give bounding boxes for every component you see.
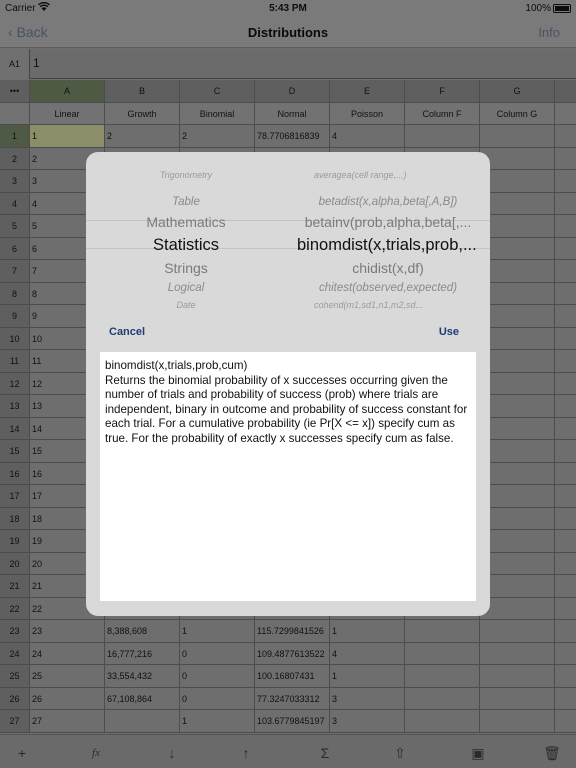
row-header[interactable]: 16 [0, 463, 30, 486]
cell-reference: A1 [0, 49, 30, 79]
table-cell[interactable] [555, 485, 576, 508]
table-cell[interactable]: 21 [30, 575, 105, 598]
table-cell[interactable]: 8 [30, 283, 105, 306]
row-header[interactable]: 1 [0, 125, 30, 148]
row-header[interactable]: 21 [0, 575, 30, 598]
cancel-button[interactable]: Cancel [109, 326, 146, 338]
table-cell[interactable]: 100.16807431 [255, 665, 330, 688]
sum-icon[interactable]: Σ [320, 745, 330, 761]
table-cell[interactable]: 3 [330, 688, 405, 711]
table-cell[interactable]: 3 [330, 710, 405, 733]
table-cell[interactable] [555, 170, 576, 193]
table-cell[interactable]: 3 [30, 170, 105, 193]
function-option[interactable]: chitest(observed,expected) [318, 282, 458, 294]
table-cell[interactable]: 4 [330, 125, 405, 148]
table-cell[interactable] [555, 620, 576, 643]
table-row [0, 620, 576, 643]
table-cell[interactable]: 2 [105, 125, 180, 148]
table-cell[interactable] [480, 688, 555, 711]
table-cell[interactable]: 27 [30, 710, 105, 733]
table-cell[interactable] [555, 328, 576, 351]
table-cell[interactable] [480, 260, 555, 283]
table-cell[interactable] [480, 373, 555, 396]
function-option[interactable]: cohend(m1,sd1,n1,m2,sd... [314, 300, 424, 310]
column-header-a[interactable]: A [30, 80, 105, 103]
column-header-d[interactable]: D [255, 80, 330, 103]
table-cell[interactable] [480, 508, 555, 531]
table-cell[interactable] [480, 598, 555, 621]
row-header[interactable]: 10 [0, 328, 30, 351]
table-cell[interactable] [555, 710, 576, 733]
table-cell[interactable] [555, 553, 576, 576]
row-header[interactable]: 12 [0, 373, 30, 396]
table-cell[interactable]: 67,108,864 [105, 688, 180, 711]
table-cell[interactable] [405, 620, 480, 643]
row-header[interactable]: 18 [0, 508, 30, 531]
function-option[interactable]: betadist(x,alpha,beta[,A,B]) [318, 196, 458, 208]
table-cell[interactable] [555, 238, 576, 261]
table-cell[interactable]: 4 [30, 193, 105, 216]
page-title: Distributions [247, 25, 329, 40]
info-button[interactable]: Info [538, 25, 560, 40]
row-header[interactable]: 24 [0, 643, 30, 666]
row-header[interactable]: 20 [0, 553, 30, 576]
table-cell[interactable] [480, 710, 555, 733]
table-cell[interactable] [555, 688, 576, 711]
table-cell[interactable]: 1 [180, 620, 255, 643]
table-cell[interactable] [105, 710, 180, 733]
column-name-7: Column G [480, 103, 555, 126]
table-cell[interactable]: 10 [30, 328, 105, 351]
column-name-1: Linear [30, 103, 105, 126]
table-cell[interactable]: 0 [180, 643, 255, 666]
table-cell[interactable]: 12 [30, 373, 105, 396]
function-description [100, 352, 476, 601]
formula-input[interactable]: 1 [33, 56, 40, 70]
table-cell[interactable] [480, 193, 555, 216]
table-cell[interactable] [480, 125, 555, 148]
table-cell[interactable] [555, 193, 576, 216]
table-cell[interactable]: 17 [30, 485, 105, 508]
table-cell[interactable]: 78.7706816839 [255, 125, 330, 148]
column-header-b[interactable]: B [105, 80, 180, 103]
function-picker-wheel[interactable] [86, 166, 490, 310]
table-cell[interactable]: 0 [180, 688, 255, 711]
carrier-label: Carrier [5, 3, 36, 14]
table-cell[interactable] [555, 665, 576, 688]
more-options-button[interactable]: ••• [0, 80, 30, 103]
save-icon[interactable]: ▣ [471, 745, 485, 761]
column-name-5: Poisson [330, 103, 405, 126]
table-cell[interactable] [480, 215, 555, 238]
table-cell[interactable]: 16 [30, 463, 105, 486]
row-header[interactable]: 26 [0, 688, 30, 711]
column-name-partial [555, 103, 576, 126]
row-header[interactable]: 14 [0, 418, 30, 441]
table-cell[interactable] [480, 575, 555, 598]
table-row [0, 710, 576, 733]
table-cell[interactable] [480, 170, 555, 193]
category-option[interactable]: Logical [167, 282, 205, 294]
table-cell[interactable] [555, 643, 576, 666]
function-option[interactable]: binomdist(x,trials,prob,... [297, 236, 477, 254]
table-cell[interactable]: 19 [30, 530, 105, 553]
category-option[interactable]: Trigonometry [159, 170, 213, 180]
table-row [0, 688, 576, 711]
table-cell[interactable] [555, 598, 576, 621]
row-header[interactable]: 6 [0, 238, 30, 261]
table-cell[interactable]: 77.3247033312 [255, 688, 330, 711]
column-name-corner [0, 103, 30, 126]
row-header[interactable]: 13 [0, 395, 30, 418]
table-cell[interactable] [555, 463, 576, 486]
row-header[interactable]: 17 [0, 485, 30, 508]
category-option[interactable]: Statistics [152, 236, 220, 254]
table-cell[interactable] [555, 530, 576, 553]
row-header[interactable]: 8 [0, 283, 30, 306]
table-cell[interactable] [555, 148, 576, 171]
table-cell[interactable]: 6 [30, 238, 105, 261]
table-cell[interactable] [480, 485, 555, 508]
share-icon[interactable]: ⇧ [394, 745, 406, 761]
column-header-e[interactable]: E [330, 80, 405, 103]
table-cell[interactable]: 26 [30, 688, 105, 711]
column-header-partial[interactable] [555, 80, 576, 103]
navigation-bar [0, 18, 576, 48]
table-cell[interactable] [405, 688, 480, 711]
column-name-2: Growth [105, 103, 180, 126]
table-cell[interactable]: 1 [30, 125, 105, 148]
table-cell[interactable] [405, 125, 480, 148]
battery-icon [553, 4, 571, 13]
table-cell[interactable]: 115.7299841526 [255, 620, 330, 643]
row-header[interactable]: 4 [0, 193, 30, 216]
table-cell[interactable] [480, 328, 555, 351]
table-cell[interactable] [555, 575, 576, 598]
bottom-toolbar [0, 734, 576, 768]
table-cell[interactable] [555, 215, 576, 238]
table-cell[interactable] [555, 440, 576, 463]
table-cell[interactable]: 14 [30, 418, 105, 441]
table-cell[interactable] [480, 395, 555, 418]
table-cell[interactable]: 15 [30, 440, 105, 463]
sort-ascending-icon[interactable]: ↓ [168, 745, 176, 761]
table-cell[interactable] [480, 148, 555, 171]
table-cell[interactable] [480, 283, 555, 306]
table-cell[interactable] [405, 643, 480, 666]
table-cell[interactable]: 4 [330, 643, 405, 666]
row-header[interactable]: 25 [0, 665, 30, 688]
row-header[interactable]: 11 [0, 350, 30, 373]
table-cell[interactable]: 9 [30, 305, 105, 328]
row-header[interactable]: 22 [0, 598, 30, 621]
function-explanation: Returns the binomial probability of x successes occurring given the number of trials and probability of success (prob) where trials are independent, binary in outcome and probability of success constant for each trial. For a cumulative probability (ie Pr[X <= x]) specify cum as true. For the probability of exactly x successes specify cum as false. [105, 373, 468, 445]
function-option[interactable]: averagea(cell range,...) [314, 170, 407, 180]
table-cell[interactable]: 23 [30, 620, 105, 643]
table-cell[interactable] [480, 440, 555, 463]
back-label: Back [16, 24, 48, 40]
table-cell[interactable]: 11 [30, 350, 105, 373]
table-row [0, 125, 576, 148]
column-header-row [0, 80, 576, 103]
table-cell[interactable] [480, 350, 555, 373]
function-option[interactable]: betainv(prob,alpha,beta[,... [304, 214, 472, 230]
category-option[interactable]: Date [176, 300, 196, 310]
row-header[interactable]: 15 [0, 440, 30, 463]
table-cell[interactable] [480, 238, 555, 261]
table-cell[interactable]: 13 [30, 395, 105, 418]
column-header-g[interactable]: G [480, 80, 555, 103]
table-cell[interactable]: 18 [30, 508, 105, 531]
table-cell[interactable]: 33,554,432 [105, 665, 180, 688]
table-cell[interactable]: 22 [30, 598, 105, 621]
category-option[interactable]: Table [172, 196, 200, 208]
table-cell[interactable] [480, 643, 555, 666]
table-cell[interactable]: 2 [30, 148, 105, 171]
table-cell[interactable] [555, 395, 576, 418]
category-option[interactable]: Strings [164, 260, 208, 276]
row-header[interactable]: 27 [0, 710, 30, 733]
table-cell[interactable] [480, 665, 555, 688]
column-name-3: Binomial [180, 103, 255, 126]
column-name-row [0, 103, 576, 126]
table-cell[interactable] [555, 260, 576, 283]
table-cell[interactable]: 1 [330, 620, 405, 643]
table-row [0, 643, 576, 666]
table-cell[interactable]: 25 [30, 665, 105, 688]
table-cell[interactable]: 103.6779845197 [255, 710, 330, 733]
table-cell[interactable] [480, 305, 555, 328]
table-cell[interactable] [555, 373, 576, 396]
table-cell[interactable]: 20 [30, 553, 105, 576]
table-cell[interactable] [480, 463, 555, 486]
function-option[interactable]: chidist(x,df) [352, 260, 424, 276]
table-row [0, 665, 576, 688]
table-cell[interactable] [405, 710, 480, 733]
table-cell[interactable]: 7 [30, 260, 105, 283]
table-cell[interactable] [555, 305, 576, 328]
column-name-6: Column F [405, 103, 480, 126]
chevron-left-icon: ‹ [8, 24, 13, 40]
table-cell[interactable] [555, 508, 576, 531]
status-bar [0, 0, 576, 18]
battery-percent: 100% [525, 3, 551, 14]
row-header[interactable]: 9 [0, 305, 30, 328]
sort-descending-icon[interactable]: ↑ [242, 745, 250, 761]
table-cell[interactable] [480, 418, 555, 441]
function-signature: binomdist(x,trials,prob,cum) [105, 359, 248, 372]
table-cell[interactable] [555, 418, 576, 441]
table-cell[interactable]: 1 [330, 665, 405, 688]
table-cell[interactable] [555, 283, 576, 306]
function-icon[interactable]: fx [92, 747, 100, 759]
table-cell[interactable] [480, 553, 555, 576]
column-name-4: Normal [255, 103, 330, 126]
clock: 5:43 PM [269, 3, 307, 14]
row-header[interactable]: 5 [0, 215, 30, 238]
row-header[interactable]: 2 [0, 148, 30, 171]
category-option[interactable]: Mathematics [146, 214, 226, 230]
table-cell[interactable]: 0 [180, 665, 255, 688]
trash-icon[interactable]: 🗑 [543, 745, 561, 761]
table-cell[interactable]: 8,388,608 [105, 620, 180, 643]
function-picker-dialog [86, 152, 490, 616]
table-cell[interactable] [555, 350, 576, 373]
table-cell[interactable]: 5 [30, 215, 105, 238]
table-cell[interactable]: 2 [180, 125, 255, 148]
table-cell[interactable]: 109.4877613522 [255, 643, 330, 666]
table-cell[interactable]: 16,777,216 [105, 643, 180, 666]
column-header-c[interactable]: C [180, 80, 255, 103]
row-header[interactable]: 19 [0, 530, 30, 553]
use-button[interactable]: Use [438, 326, 459, 338]
table-cell[interactable]: 1 [180, 710, 255, 733]
column-header-f[interactable]: F [405, 80, 480, 103]
table-cell[interactable] [480, 530, 555, 553]
table-cell[interactable]: 24 [30, 643, 105, 666]
add-icon[interactable]: + [17, 745, 27, 761]
row-header[interactable]: 3 [0, 170, 30, 193]
row-header[interactable]: 23 [0, 620, 30, 643]
table-cell[interactable] [480, 620, 555, 643]
table-cell[interactable] [405, 665, 480, 688]
table-cell[interactable] [555, 125, 576, 148]
formula-bar [0, 49, 576, 79]
row-header[interactable]: 7 [0, 260, 30, 283]
